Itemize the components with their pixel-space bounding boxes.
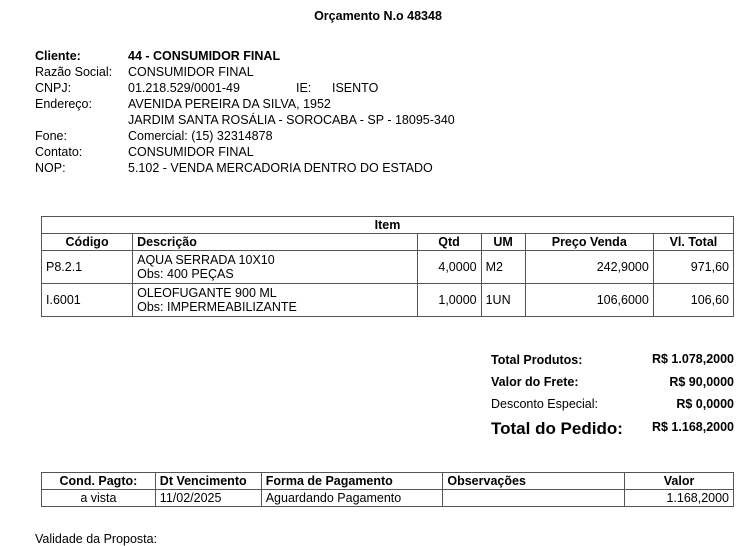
cell-codigo: I.6001 <box>42 284 133 317</box>
payment-header-row <box>42 473 734 490</box>
item-obs: Obs: 400 PEÇAS <box>137 267 234 281</box>
cliente-label: Cliente: <box>35 49 81 63</box>
desconto-label: Desconto Especial: <box>491 397 599 411</box>
items-caption: Item <box>42 217 734 234</box>
total-pedido-value: R$ 1.168,2000 <box>651 420 734 434</box>
item-description: AQUA SERRADA 10X10 <box>137 253 275 267</box>
cell-total: 971,60 <box>653 251 733 284</box>
total-produtos-label: Total Produtos: <box>491 353 583 367</box>
validade-label: Validade da Proposta: <box>35 532 158 546</box>
endereco-line1: AVENIDA PEREIRA DA SILVA, 1952 <box>128 97 331 111</box>
cnpj-label: CNPJ: <box>35 81 72 95</box>
razao-label: Razão Social: <box>35 65 113 79</box>
col-descricao: Descrição <box>133 234 417 251</box>
frete-label: Valor do Frete: <box>491 375 579 389</box>
cell-codigo: P8.2.1 <box>42 251 133 284</box>
col-forma-pagamento: Forma de Pagamento <box>261 473 443 490</box>
cell-total: 106,60 <box>653 284 733 317</box>
nop-label: NOP: <box>35 161 66 175</box>
fone-value: Comercial: (15) 32314878 <box>128 129 273 143</box>
cell-forma: Aguardando Pagamento <box>261 490 443 507</box>
col-observacoes: Observações <box>443 473 625 490</box>
cell-qtd: 4,0000 <box>417 251 481 284</box>
nop-value: 5.102 - VENDA MERCADORIA DENTRO DO ESTADO <box>128 161 433 175</box>
cnpj-value: 01.218.529/0001-49 <box>128 81 240 95</box>
fone-label: Fone: <box>35 129 67 143</box>
ie-label: IE: <box>296 81 312 95</box>
table-row <box>42 490 734 507</box>
cell-qtd: 1,0000 <box>417 284 481 317</box>
contato-value: CONSUMIDOR FINAL <box>128 145 254 159</box>
endereco-line2: JARDIM SANTA ROSÁLIA - SOROCABA - SP - 18095-340 <box>128 113 455 127</box>
col-cond-pagto: Cond. Pagto: <box>42 473 156 490</box>
cell-preco: 106,6000 <box>525 284 653 317</box>
items-header-row <box>42 234 734 251</box>
cell-um: 1UN <box>481 284 525 317</box>
col-vl-total: Vl. Total <box>653 234 733 251</box>
desconto-value: R$ 0,0000 <box>676 397 734 411</box>
col-valor: Valor <box>625 473 734 490</box>
cell-descricao <box>133 284 417 317</box>
contato-label: Contato: <box>35 145 83 159</box>
total-pedido-label: Total do Pedido: <box>491 419 623 438</box>
cell-um: M2 <box>481 251 525 284</box>
cliente-value: 44 - CONSUMIDOR FINAL <box>128 49 281 63</box>
cell-valor: 1.168,2000 <box>625 490 734 507</box>
col-codigo: Código <box>42 234 133 251</box>
cell-descricao <box>133 251 417 284</box>
cell-preco: 242,9000 <box>525 251 653 284</box>
endereco-label: Endereço: <box>35 97 92 111</box>
table-row <box>42 284 734 317</box>
cell-obs <box>443 490 625 507</box>
item-obs: Obs: IMPERMEABILIZANTE <box>137 300 297 314</box>
table-row <box>42 251 734 284</box>
ie-value: ISENTO <box>332 81 379 95</box>
col-dt-vencimento: Dt Vencimento <box>155 473 261 490</box>
razao-value: CONSUMIDOR FINAL <box>128 65 254 79</box>
cell-cond: a vista <box>42 490 156 507</box>
col-um: UM <box>481 234 525 251</box>
cell-venc: 11/02/2025 <box>155 490 261 507</box>
col-preco-venda: Preço Venda <box>525 234 653 251</box>
col-qtd: Qtd <box>417 234 481 251</box>
frete-value: R$ 90,0000 <box>669 375 734 389</box>
total-produtos-value: R$ 1.078,2000 <box>651 352 734 366</box>
payment-table <box>41 472 734 507</box>
item-description: OLEOFUGANTE 900 ML <box>137 286 277 300</box>
document-title: Orçamento N.o 48348 <box>314 9 442 23</box>
items-table <box>41 216 734 317</box>
